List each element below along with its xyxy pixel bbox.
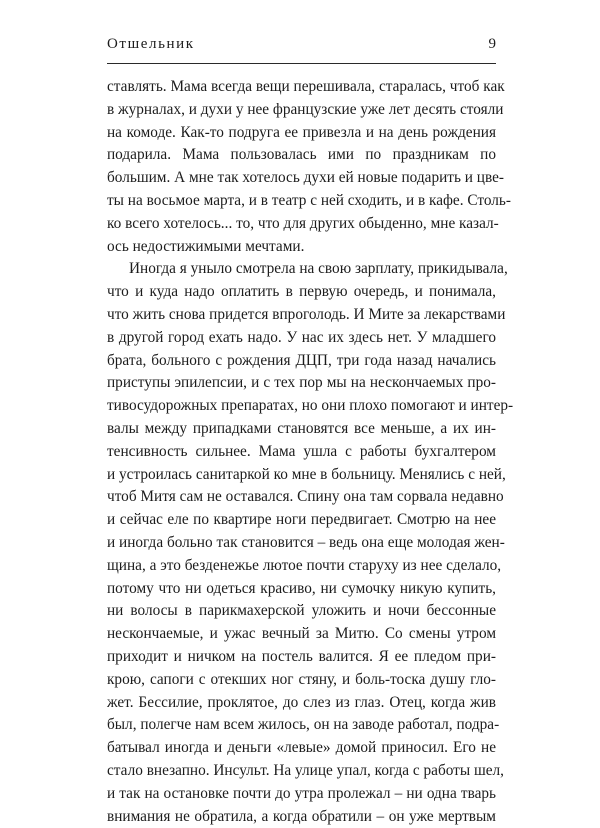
text-line: чтоб Митя сам не оставался. Спину она там сорвала недавно <box>107 486 496 509</box>
page-number: 9 <box>489 36 497 53</box>
text-line: тенсивность сильнее. Мама ушла с работы бухгалтером <box>107 441 496 464</box>
text-line: брата, больного с рождения ДЦП, три года назад начались <box>107 350 496 373</box>
text-line: крою, сапоги с отекших ног стяну, и боль-тоска душу гло- <box>107 669 496 692</box>
paragraph-1 <box>107 76 496 258</box>
text-line: валы между припадками становятся все меньше, а их ин- <box>107 418 496 441</box>
text-line: внимания не обратила, а когда обратили – он уже мертвым <box>107 806 496 828</box>
text-line: в журналах, и духи у нее французские уже лет десять стояли <box>107 99 496 122</box>
body-text <box>107 76 496 828</box>
header-rule <box>107 63 496 64</box>
text-line: щина, а это безденежье лютое почти старуху из нее сделало, <box>107 555 496 578</box>
text-line: был, полегче нам всем жилось, он на заводе работал, подра- <box>107 714 496 737</box>
text-line: и устроилась санитаркой ко мне в больницу. Менялись с ней, <box>107 464 496 487</box>
text-line: приходит и ничком на постель валится. Я ее пледом при- <box>107 646 496 669</box>
text-line: на комоде. Как-то подруга ее привезла и на день рождения <box>107 122 496 145</box>
text-line: ко всего хотелось... то, что для других обыденно, мне казал- <box>107 213 496 236</box>
text-line: стало внезапно. Инсульт. На улице упал, когда с работы шел, <box>107 760 496 783</box>
paragraph-2 <box>107 258 496 828</box>
text-line: и сейчас еле по квартире ноги передвигает. Смотрю на нее <box>107 509 496 532</box>
running-title: Отшельник <box>107 36 195 53</box>
text-line: жет. Бессилие, проклятое, до слез из глаз. Отец, когда жив <box>107 692 496 715</box>
text-line: потому что ни одеться красиво, ни сумочку никую купить, <box>107 578 496 601</box>
text-line: ось недостижимыми мечтами. <box>107 236 496 259</box>
text-line: ни волосы в парикмахерской уложить и ночи бессонные <box>107 600 496 623</box>
text-line: батывал иногда и деньги «левые» домой приносил. Его не <box>107 737 496 760</box>
text-line: в другой город ехать надо. У нас их здесь нет. У младшего <box>107 327 496 350</box>
text-line: нескончаемые, и ужас вечный за Митю. Со смены утром <box>107 623 496 646</box>
text-line: Иногда я уныло смотрела на свою зарплату, прикидывала, <box>107 258 496 281</box>
text-line: тивосудорожных препаратах, но они плохо помогают и интер- <box>107 395 496 418</box>
running-header <box>107 36 496 53</box>
text-line: и иногда больно так становится – ведь она еще молодая жен- <box>107 532 496 555</box>
text-line: ты на восьмое марта, и в театр с ней сходить, и в кафе. Столь- <box>107 190 496 213</box>
text-line: что и куда надо оплатить в первую очередь, и понимала, <box>107 281 496 304</box>
text-line: что жить снова придется впроголодь. И Мите за лекарствами <box>107 304 496 327</box>
text-line: ставлять. Мама всегда вещи перешивала, старалась, чтоб как <box>107 76 496 99</box>
text-line: приступы эпилепсии, и с тех пор мы на нескончаемых про- <box>107 372 496 395</box>
text-line: большим. А мне так хотелось духи ей новые подарить и цве- <box>107 167 496 190</box>
text-line: подарила. Мама пользовалась ими по праздникам по <box>107 144 496 167</box>
text-line: и так на остановке почти до утра пролежал – ни одна тварь <box>107 783 496 806</box>
